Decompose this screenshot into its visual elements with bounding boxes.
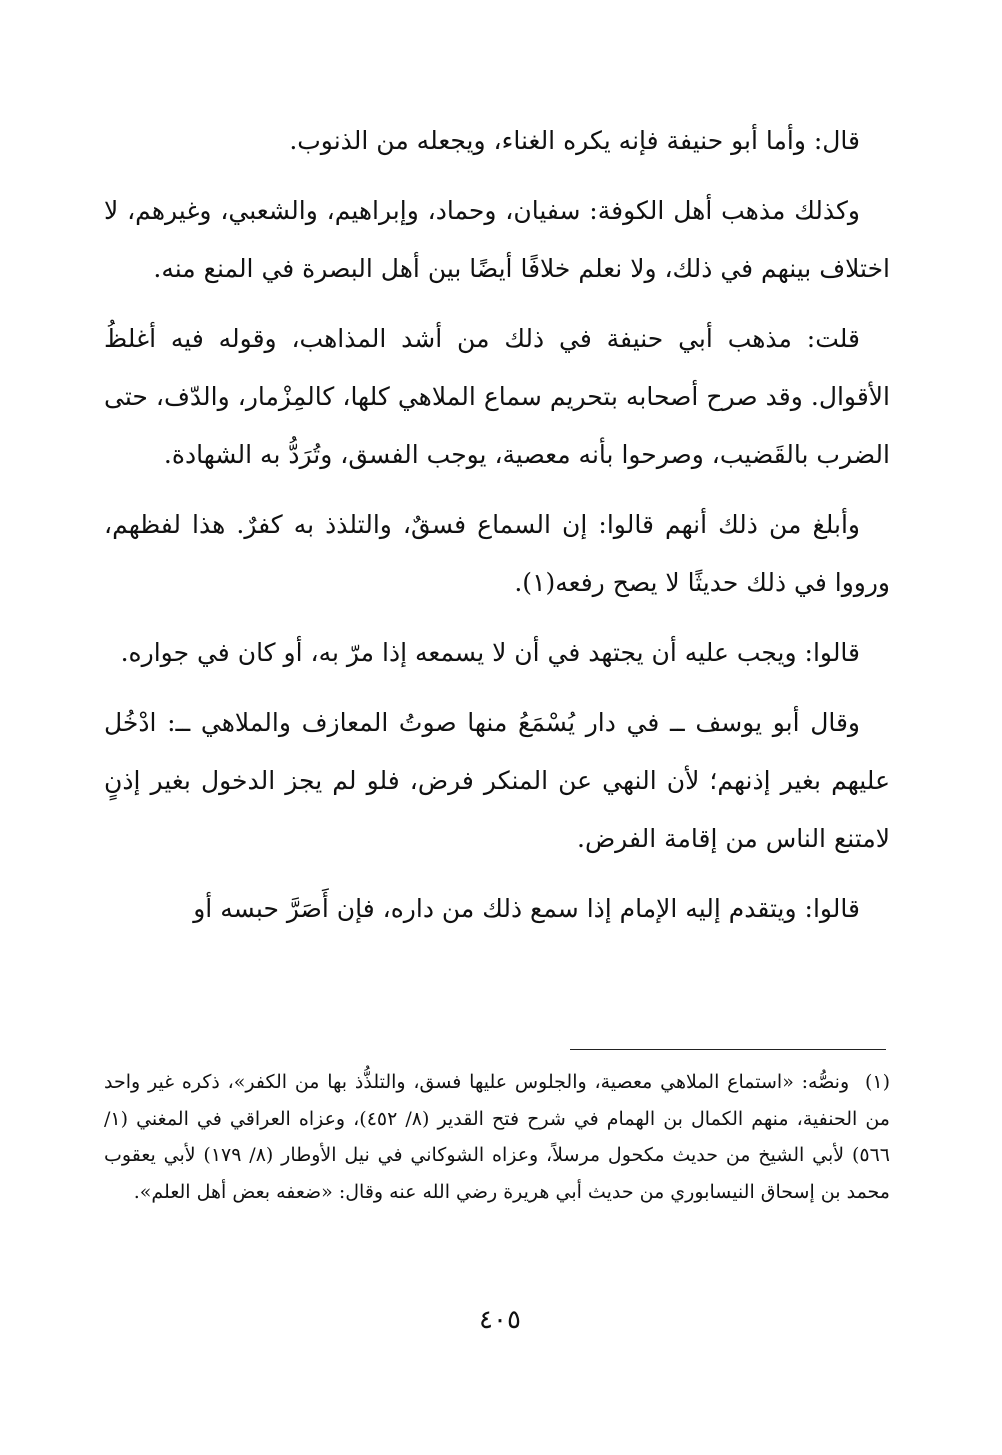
paragraph-1: قال: وأما أبو حنيفة فإنه يكره الغناء، ويجعله من الذنوب. xyxy=(289,126,860,155)
paragraph-6: وقال أبو يوسف ــ في دار يُسْمَعُ منها صوتُ المعازف والملاهي ــ: ادْخُل عليهم بغير إذنهم؛ لأن النهي عن المنكر فرض، فلو لم يجز الدخول بغير إذنٍ لامتنع الناس من إقامة الفرض. xyxy=(104,708,890,853)
footnote-marker: (١) xyxy=(864,1071,890,1093)
page-number: ٤٠٥ xyxy=(479,1305,521,1335)
footnote-section xyxy=(104,1064,890,1210)
paragraph-5: قالوا: ويجب عليه أن يجتهد في أن لا يسمعه إذا مرّ به، أو كان في جواره. xyxy=(120,638,860,667)
paragraph-3: قلت: مذهب أبي حنيفة في ذلك من أشد المذاهب، وقوله فيه أغلظُ الأقوال. وقد صرح أصحابه بتحريم سماع الملاهي كلها، كالمِزْمار، والدّف، حتى الضرب بالقَضيب، وصرحوا بأنه معصية، يوجب الفسق، وتُرَدُّ به الشهادة. xyxy=(104,324,890,469)
footnote-divider xyxy=(570,1049,886,1050)
main-text xyxy=(104,112,890,950)
footnote-text: ونصُّه: «استماع الملاهي معصية، والجلوس عليها فسق، والتلذُّذ بها من الكفر»، ذكره غير واحد من الحنفية، منهم الكمال بن الهمام في شرح فتح القدير (٨/ ٤٥٢)، وعزاه العراقي في المغني (١/ ٥٦٦) لأبي الشيخ من حديث مكحول مرسلاً، وعزاه الشوكاني في نيل الأوطار (٨/ ١٧٩) لأبي يعقوب محمد بن إسحاق النيسابوري من حديث أبي هريرة رضي الله عنه وقال: «ضعفه بعض أهل العلم». xyxy=(104,1071,890,1203)
paragraph-7: قالوا: ويتقدم إليه الإمام إذا سمع ذلك من داره، فإن أَصَرَّ حبسه أو xyxy=(193,894,860,923)
paragraph-2: وكذلك مذهب أهل الكوفة: سفيان، وحماد، وإبراهيم، والشعبي، وغيرهم، لا اختلاف بينهم في ذلك، ولا نعلم خلافًا أيضًا بين أهل البصرة في المنع منه. xyxy=(104,196,890,283)
paragraph-4: وأبلغ من ذلك أنهم قالوا: إن السماع فسقٌ، والتلذذ به كفرٌ. هذا لفظهم، ورووا في ذلك حديثًا لا يصح رفعه(١). xyxy=(104,510,890,597)
